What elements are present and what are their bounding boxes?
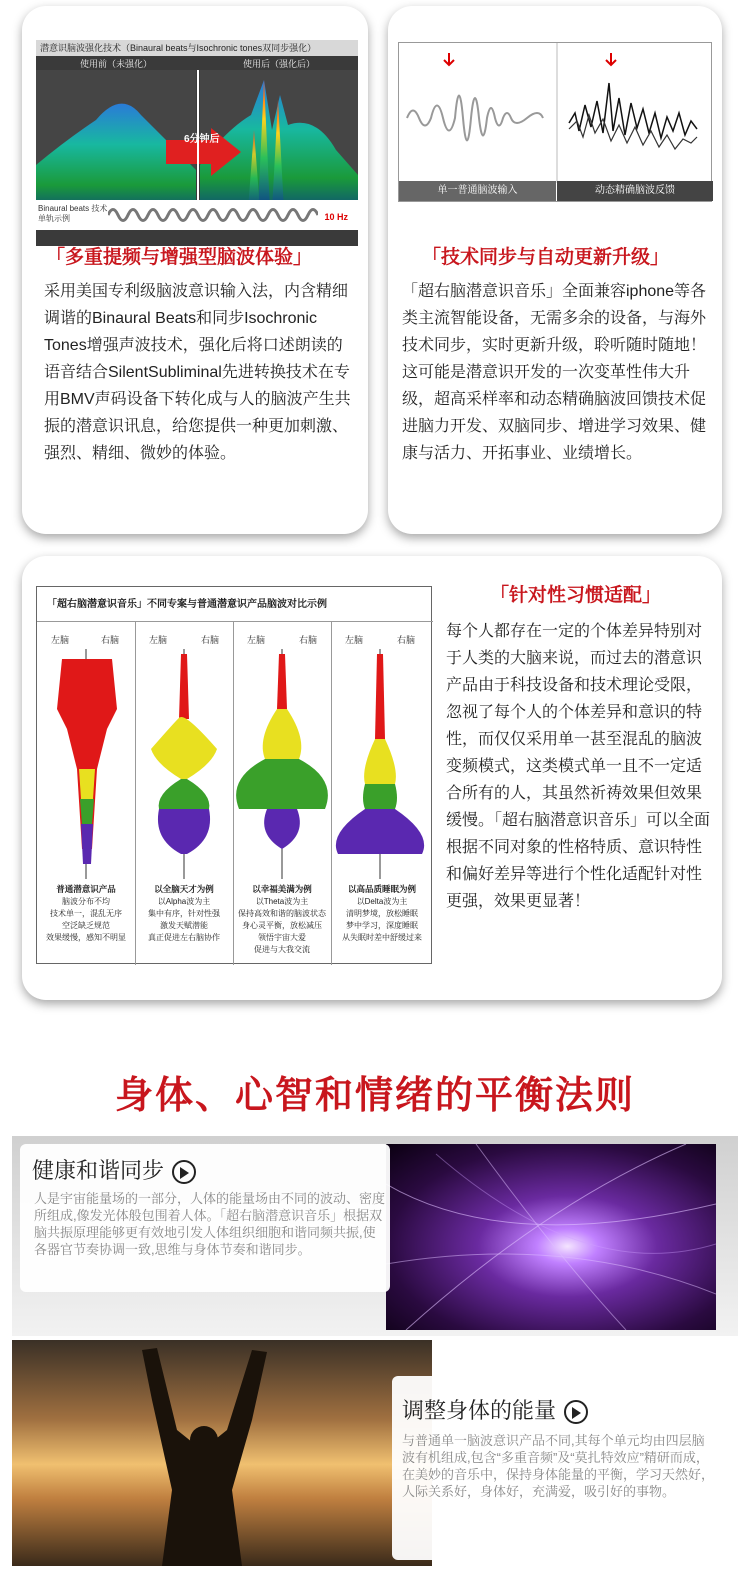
caption-happiness	[235, 883, 329, 956]
card2-heading: 「技术同步与自动更新升级」	[422, 247, 670, 268]
caption-title: 以幸福美满为例	[252, 884, 312, 894]
caption-sleep	[333, 883, 431, 944]
feature-card-multi-frequency	[22, 6, 368, 534]
brainwave-waveforms	[399, 43, 713, 183]
harmony-band	[12, 1136, 738, 1336]
caption-title: 普通潜意识产品	[56, 884, 116, 894]
col-header-right: 右脑	[397, 635, 416, 645]
beats-frequency: 10 Hz	[324, 212, 348, 222]
energy-title	[402, 1394, 588, 1425]
feature-card-personalized	[22, 556, 722, 1000]
card3-text: 每个人都存在一定的个体差异特别对于人类的大脑来说，而过去的潜意识产品由于科技设备和技术理论受限，忽视了每个人的个体差异和意识的特性，而仅仅采用单一甚至混乱的脑波变频模式，这类模式单一且不一定适合所有的人，其虽然祈祷效果但效果缓慢。「超右脑潜意识音乐」可以全面根据不同对象的性格特质、意识特性和偏好差异等进行个性化适配针对性更强，效果更显著！	[446, 623, 711, 910]
sunset-silhouette-image	[12, 1340, 432, 1566]
caption-ordinary	[39, 883, 133, 944]
spectrogram-image	[36, 70, 358, 220]
energy-panel	[392, 1376, 724, 1560]
after-label: 使用后（强化后）	[242, 59, 315, 69]
beats-waveform	[108, 204, 318, 226]
card2-text: 「超右脑潜意识音乐」全面兼容iphone等各类主流智能设备，无需多余的设备，与海外技术同步，实时更新升级，聆听随时随地！这可能是潜意识开发的一次变革性伟大升级，超高采样率和动态精确脑波回馈技术促进脑力开发、双脑同步、增进学习效果、健康与活力、开拓事业、业绩增长。	[402, 283, 707, 462]
caption-title: 以全脑天才为例	[154, 884, 214, 894]
harmony-panel	[20, 1144, 390, 1292]
card1-text: 采用美国专利级脑波意识输入法，内含精细调谐的Binaural Beats和同步Isochronic Tones增强声波技术，强化后将口述朗读的语音结合SilentSubliminal先进转换技术在专用BMV声码设备下转化成与人的脑波产生共振的潜意识讯息，给您提供一种更加刺激、强烈、精细、微妙的体验。	[44, 283, 351, 462]
col-header-right: 右脑	[299, 635, 318, 645]
binaural-beats-example	[36, 200, 358, 230]
figure-title: 「超右脑潜意识音乐」不同专案与普通潜意识产品脑波对比示例	[47, 599, 327, 610]
harmony-title	[32, 1154, 196, 1185]
arrow-label: 6分钟后	[184, 134, 220, 145]
distribution-shapes	[37, 649, 433, 879]
caption-dynamic-feedback: 动态精确脑波反馈	[557, 181, 713, 201]
col-header-left: 左脑	[51, 635, 70, 645]
card3-heading: 「针对性习惯适配」	[490, 585, 662, 606]
energy-band	[12, 1340, 738, 1570]
col-header-left: 左脑	[149, 635, 168, 645]
arrow-right-icon[interactable]	[172, 1160, 196, 1184]
caption-lines: 以Delta波为主 清明梦境，放松睡眠 梦中学习，深度睡眠 从失眠时差中舒缓过来	[342, 897, 422, 942]
brainwave-comparison-figure	[398, 42, 712, 202]
arrow-right-icon[interactable]	[564, 1400, 588, 1424]
energy-field-image	[386, 1144, 716, 1330]
col-header-left: 左脑	[345, 635, 364, 645]
caption-single-input: 单一普通脑波输入	[399, 181, 556, 201]
caption-title: 以高品质睡眠为例	[347, 884, 416, 894]
harmony-text: 人是宇宙能量场的一部分，人体的能量场由不同的波动、密度所组成,像发光体般包围着人体。「超右脑潜意识音乐」根据双脑共振原理能够更有效地引发人体组织细胞和谐同频共振,使各器官节奏协调一致,思维与身体节奏和谐同步。	[34, 1191, 386, 1257]
spectrogram-title: 潜意识脑波强化技术（Binaural beats与Isochronic tones双同步强化）	[36, 40, 358, 56]
harmony-title-text: 健康和谐同步	[32, 1158, 165, 1183]
col-header-right: 右脑	[201, 635, 220, 645]
brainwave-distribution-figure	[36, 586, 432, 964]
col-header-right: 右脑	[101, 635, 120, 645]
energy-title-text: 调整身体的能量	[402, 1398, 557, 1423]
beats-label: Binaural beats 技术单轨示例	[38, 204, 108, 223]
caption-genius	[137, 883, 231, 944]
energy-text: 与普通单一脑波意识产品不同,其每个单元均由四层脑波有机组成,包含“多重音频”及“莫扎特效应”精研而成，在美妙的音乐中，保持身体能量的平衡，学习天然好，人际关系好，身体好，充满爱，吸引好的事物。	[402, 1433, 715, 1499]
card1-heading: 「多重提频与增强型脑波体验」	[46, 247, 313, 268]
before-label: 使用前（未强化）	[79, 59, 152, 69]
caption-lines: 以Theta波为主 保持高效和谐的脑波状态 身心灵平衡，放松减压 领悟宇宙大爱 促进与大我交流	[238, 897, 326, 954]
section-title: 身体、心智和情绪的平衡法则	[114, 1075, 635, 1117]
col-header-left: 左脑	[247, 635, 266, 645]
caption-lines: 脑波分布不均 技术单一，混乱无序 空泛缺乏规范 效果缓慢，感知不明显	[46, 897, 126, 942]
feature-card-sync-update	[388, 6, 722, 534]
caption-lines: 以Alpha波为主 集中有序，针对性强 激发天赋潜能 真正促进左右脑协作	[148, 897, 220, 942]
